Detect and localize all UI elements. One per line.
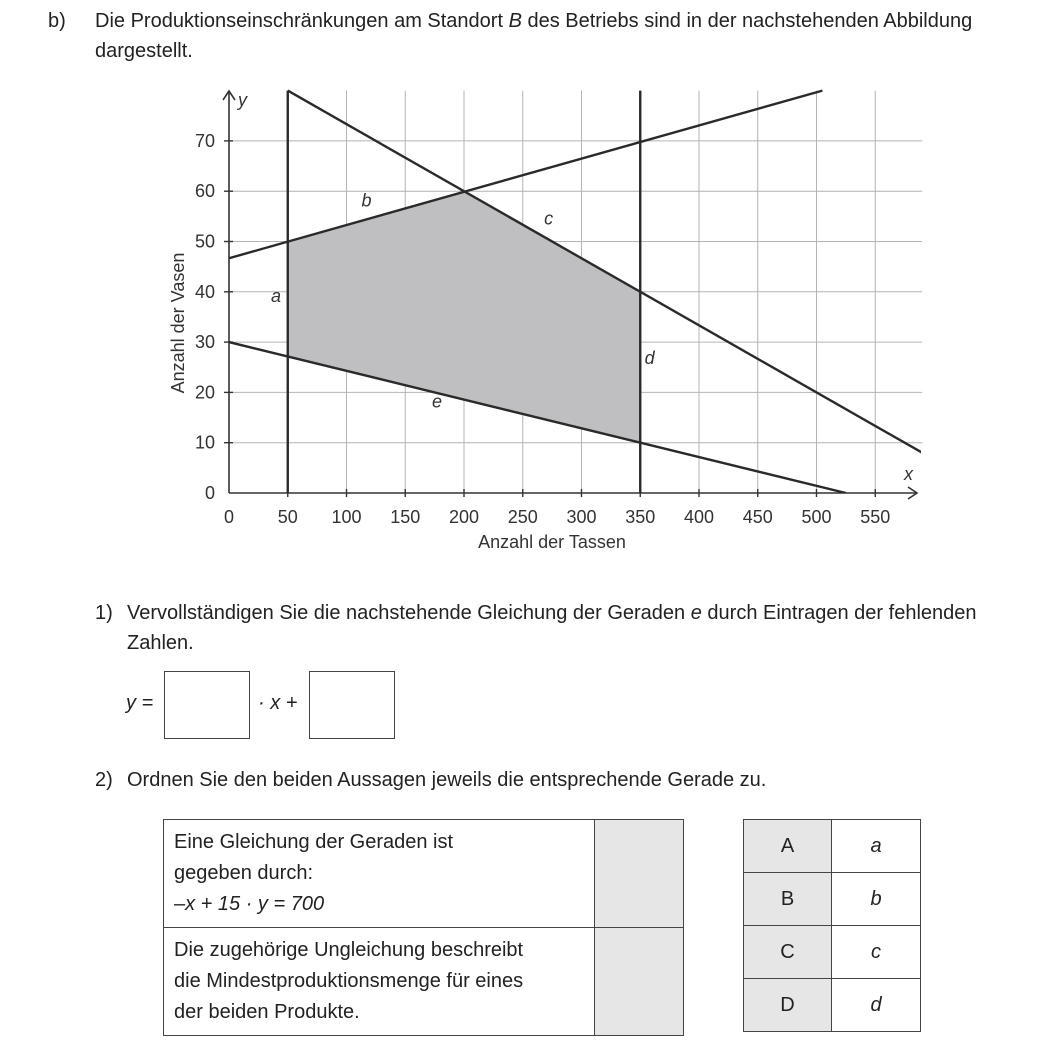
statement-answer-cell[interactable] xyxy=(595,820,684,928)
question1-text xyxy=(127,598,987,658)
task-intro xyxy=(95,6,995,66)
x-tick-label: 50 xyxy=(277,507,298,527)
line-label-d: d xyxy=(644,348,655,369)
line-label-e: e xyxy=(431,391,442,412)
y-tick-label: 10 xyxy=(194,432,215,453)
question1-text-pre: Vervollständigen Sie die nachstehende Gleichung der Geraden xyxy=(127,602,691,624)
statement-line: Eine Gleichung der Geraden ist xyxy=(174,831,454,853)
option-key: A xyxy=(744,820,832,873)
option-key: D xyxy=(744,979,832,1032)
x-tick-label: 200 xyxy=(448,507,480,527)
question2-number: 2) xyxy=(95,769,113,791)
x-tick-label: 300 xyxy=(566,507,597,527)
statement-line: Die zugehörige Ungleichung beschreibt xyxy=(174,939,524,961)
statement-cell xyxy=(164,820,595,928)
option-row[interactable] xyxy=(744,979,921,1032)
x-axis-title: Anzahl der Tassen xyxy=(478,532,626,552)
option-value: d xyxy=(832,979,921,1032)
statement-table xyxy=(163,819,684,1036)
slope-answer-box[interactable] xyxy=(164,671,250,739)
x-tick-label: 500 xyxy=(801,507,832,527)
y-tick-label: 50 xyxy=(194,231,215,252)
option-row[interactable] xyxy=(744,820,921,873)
statement-equation: –x + 15 · y = 700 xyxy=(174,893,325,915)
question1-number: 1) xyxy=(95,602,113,624)
intercept-answer-box[interactable] xyxy=(309,671,395,739)
y-tick-label: 70 xyxy=(194,130,215,151)
statement-answer-cell[interactable] xyxy=(595,928,684,1036)
option-row[interactable] xyxy=(744,873,921,926)
y-tick-label: 30 xyxy=(194,332,215,353)
x-tick-label: 450 xyxy=(742,507,773,527)
statement-line: der beiden Produkte. xyxy=(174,1001,360,1023)
line-label-b: b xyxy=(361,190,372,211)
production-constraints-chart xyxy=(160,82,930,562)
option-row[interactable] xyxy=(744,926,921,979)
y-axis-title: Anzahl der Vasen xyxy=(168,252,188,394)
statement-row xyxy=(164,820,684,928)
question1-text-post: durch Eintragen der fehlenden Zahlen. xyxy=(127,602,977,654)
x-axis-letter: x xyxy=(904,464,913,484)
x-tick-label: 0 xyxy=(223,507,235,527)
option-value: c xyxy=(832,926,921,979)
statement-cell xyxy=(164,928,595,1036)
intro-text-pre: Die Produktionseinschränkungen am Standort xyxy=(95,10,509,32)
option-table xyxy=(743,819,921,1032)
x-tick-label: 250 xyxy=(507,507,538,527)
statement-line: gegeben durch: xyxy=(174,862,314,884)
x-tick-label: 400 xyxy=(683,507,715,527)
option-value: b xyxy=(832,873,921,926)
line-label-a: a xyxy=(270,285,282,306)
task-label: b) xyxy=(48,10,66,32)
y-tick-label: 60 xyxy=(194,181,215,202)
x-tick-label: 350 xyxy=(625,507,656,527)
x-tick-label: 150 xyxy=(390,507,421,527)
x-tick-label: 550 xyxy=(860,507,891,527)
statement-line: die Mindestproduktionsmenge für eines xyxy=(174,970,524,992)
x-tick-label: 100 xyxy=(331,507,362,527)
option-value: a xyxy=(832,820,921,873)
y-tick-label: 40 xyxy=(194,281,215,302)
statement-row xyxy=(164,928,684,1036)
question1-line-name: e xyxy=(690,602,702,624)
y-axis-letter: y xyxy=(238,90,247,110)
line-label-c: c xyxy=(544,208,554,229)
intro-site-name: B xyxy=(508,10,522,32)
option-key: B xyxy=(744,873,832,926)
y-tick-label: 0 xyxy=(204,483,215,503)
equation-middle: · x + xyxy=(258,692,298,714)
question2-text: Ordnen Sie den beiden Aussagen jeweils die entsprechende Gerade zu. xyxy=(127,769,767,791)
equation-left: y = xyxy=(126,692,154,714)
option-key: C xyxy=(744,926,832,979)
intro-text-post: des Betriebs sind in der nachstehenden Abbildung dargestellt. xyxy=(95,10,973,62)
y-tick-label: 20 xyxy=(194,382,215,403)
